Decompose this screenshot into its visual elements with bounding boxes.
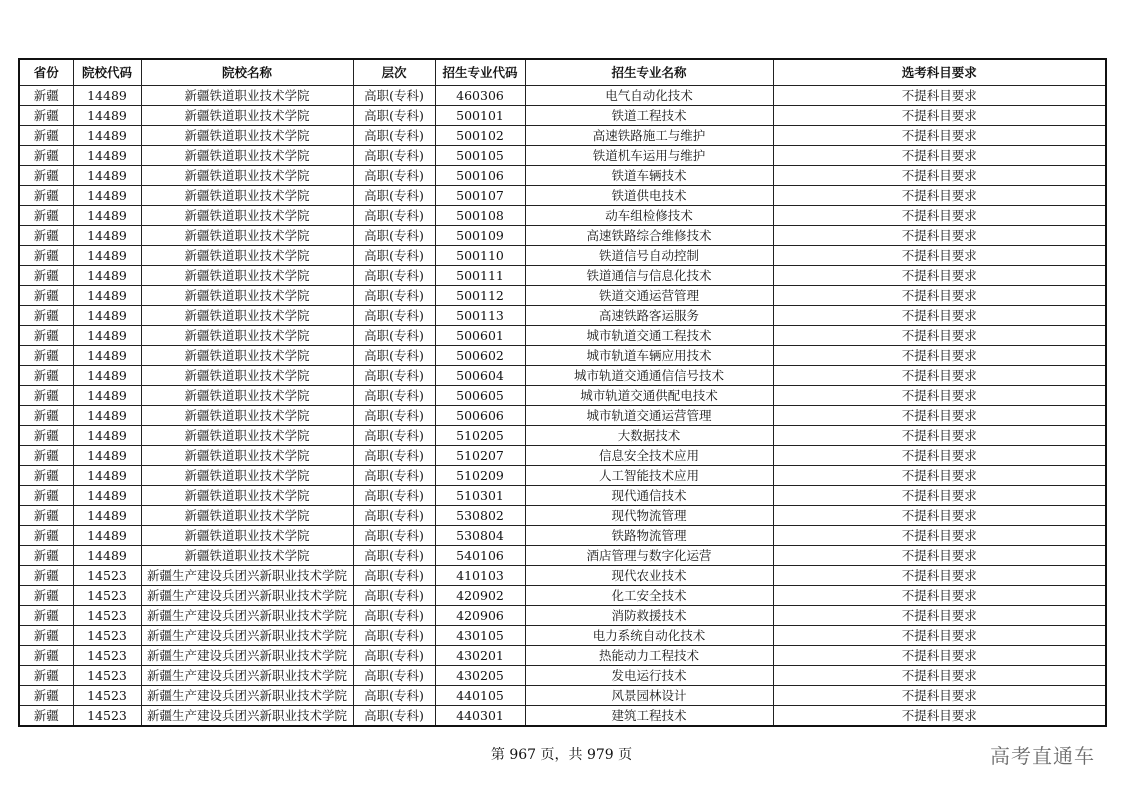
cell-major-name: 建筑工程技术 <box>525 706 773 727</box>
cell-school-code: 14489 <box>73 106 141 126</box>
cell-school-code: 14523 <box>73 706 141 727</box>
cell-major-name: 城市轨道交通供配电技术 <box>525 386 773 406</box>
cell-province: 新疆 <box>19 366 73 386</box>
cell-province: 新疆 <box>19 306 73 326</box>
cell-school-name: 新疆生产建设兵团兴新职业技术学院 <box>141 666 353 686</box>
cell-province: 新疆 <box>19 286 73 306</box>
cell-subject-requirement: 不提科目要求 <box>773 406 1106 426</box>
cell-subject-requirement: 不提科目要求 <box>773 526 1106 546</box>
cell-major-name: 消防救援技术 <box>525 606 773 626</box>
cell-subject-requirement: 不提科目要求 <box>773 186 1106 206</box>
cell-school-code: 14523 <box>73 566 141 586</box>
cell-subject-requirement: 不提科目要求 <box>773 286 1106 306</box>
cell-school-code: 14489 <box>73 126 141 146</box>
cell-major-name: 高速铁路施工与维护 <box>525 126 773 146</box>
cell-school-code: 14523 <box>73 646 141 666</box>
table-row <box>19 126 1106 146</box>
cell-level: 高职(专科) <box>353 506 435 526</box>
cell-major-code: 460306 <box>435 86 525 106</box>
cell-school-code: 14489 <box>73 166 141 186</box>
cell-level: 高职(专科) <box>353 526 435 546</box>
cell-major-code: 440105 <box>435 686 525 706</box>
cell-subject-requirement: 不提科目要求 <box>773 626 1106 646</box>
cell-level: 高职(专科) <box>353 626 435 646</box>
cell-level: 高职(专科) <box>353 566 435 586</box>
cell-major-code: 510301 <box>435 486 525 506</box>
cell-school-code: 14523 <box>73 686 141 706</box>
cell-subject-requirement: 不提科目要求 <box>773 346 1106 366</box>
cell-school-name: 新疆铁道职业技术学院 <box>141 86 353 106</box>
cell-level: 高职(专科) <box>353 206 435 226</box>
cell-school-name: 新疆生产建设兵团兴新职业技术学院 <box>141 706 353 727</box>
table-row <box>19 306 1106 326</box>
cell-level: 高职(专科) <box>353 346 435 366</box>
table-row <box>19 646 1106 666</box>
cell-school-name: 新疆铁道职业技术学院 <box>141 426 353 446</box>
cell-province: 新疆 <box>19 266 73 286</box>
cell-major-name: 高速铁路客运服务 <box>525 306 773 326</box>
table-row <box>19 86 1106 106</box>
cell-school-name: 新疆铁道职业技术学院 <box>141 226 353 246</box>
cell-school-name: 新疆生产建设兵团兴新职业技术学院 <box>141 626 353 646</box>
cell-school-name: 新疆铁道职业技术学院 <box>141 266 353 286</box>
watermark-brand: 高考直通车 <box>990 744 1095 768</box>
cell-level: 高职(专科) <box>353 486 435 506</box>
admissions-table <box>18 58 1107 727</box>
cell-major-name: 铁路物流管理 <box>525 526 773 546</box>
cell-school-name: 新疆铁道职业技术学院 <box>141 546 353 566</box>
cell-subject-requirement: 不提科目要求 <box>773 506 1106 526</box>
cell-school-name: 新疆铁道职业技术学院 <box>141 466 353 486</box>
cell-major-name: 动车组检修技术 <box>525 206 773 226</box>
cell-subject-requirement: 不提科目要求 <box>773 706 1106 727</box>
cell-major-code: 540106 <box>435 546 525 566</box>
cell-school-name: 新疆铁道职业技术学院 <box>141 446 353 466</box>
table-row <box>19 426 1106 446</box>
cell-province: 新疆 <box>19 586 73 606</box>
cell-level: 高职(专科) <box>353 366 435 386</box>
cell-major-name: 人工智能技术应用 <box>525 466 773 486</box>
cell-major-name: 电力系统自动化技术 <box>525 626 773 646</box>
cell-school-code: 14489 <box>73 406 141 426</box>
table-row <box>19 386 1106 406</box>
cell-subject-requirement: 不提科目要求 <box>773 646 1106 666</box>
table-row <box>19 466 1106 486</box>
cell-major-name: 现代物流管理 <box>525 506 773 526</box>
cell-subject-requirement: 不提科目要求 <box>773 386 1106 406</box>
cell-school-code: 14489 <box>73 246 141 266</box>
cell-major-code: 500106 <box>435 166 525 186</box>
cell-province: 新疆 <box>19 346 73 366</box>
cell-major-code: 500108 <box>435 206 525 226</box>
cell-level: 高职(专科) <box>353 406 435 426</box>
cell-subject-requirement: 不提科目要求 <box>773 206 1106 226</box>
cell-level: 高职(专科) <box>353 166 435 186</box>
cell-school-name: 新疆铁道职业技术学院 <box>141 286 353 306</box>
cell-level: 高职(专科) <box>353 466 435 486</box>
cell-school-code: 14523 <box>73 606 141 626</box>
cell-province: 新疆 <box>19 506 73 526</box>
cell-major-code: 500102 <box>435 126 525 146</box>
cell-school-name: 新疆铁道职业技术学院 <box>141 386 353 406</box>
table-row <box>19 166 1106 186</box>
cell-major-code: 530802 <box>435 506 525 526</box>
cell-province: 新疆 <box>19 686 73 706</box>
cell-province: 新疆 <box>19 326 73 346</box>
cell-school-code: 14489 <box>73 446 141 466</box>
cell-major-code: 530804 <box>435 526 525 546</box>
cell-province: 新疆 <box>19 206 73 226</box>
cell-school-code: 14489 <box>73 366 141 386</box>
cell-major-code: 500101 <box>435 106 525 126</box>
cell-province: 新疆 <box>19 186 73 206</box>
cell-school-name: 新疆铁道职业技术学院 <box>141 206 353 226</box>
cell-major-name: 城市轨道交通通信信号技术 <box>525 366 773 386</box>
cell-school-name: 新疆铁道职业技术学院 <box>141 406 353 426</box>
cell-level: 高职(专科) <box>353 226 435 246</box>
cell-school-name: 新疆生产建设兵团兴新职业技术学院 <box>141 606 353 626</box>
cell-level: 高职(专科) <box>353 126 435 146</box>
cell-major-name: 风景园林设计 <box>525 686 773 706</box>
cell-school-code: 14489 <box>73 486 141 506</box>
cell-school-code: 14489 <box>73 306 141 326</box>
cell-level: 高职(专科) <box>353 146 435 166</box>
table-row <box>19 406 1106 426</box>
cell-province: 新疆 <box>19 406 73 426</box>
cell-major-code: 500605 <box>435 386 525 406</box>
cell-subject-requirement: 不提科目要求 <box>773 606 1106 626</box>
cell-level: 高职(专科) <box>353 426 435 446</box>
header-school-name: 院校名称 <box>141 59 353 86</box>
cell-school-code: 14489 <box>73 226 141 246</box>
cell-subject-requirement: 不提科目要求 <box>773 566 1106 586</box>
cell-province: 新疆 <box>19 646 73 666</box>
cell-major-name: 现代通信技术 <box>525 486 773 506</box>
cell-subject-requirement: 不提科目要求 <box>773 246 1106 266</box>
cell-level: 高职(专科) <box>353 546 435 566</box>
table-row <box>19 666 1106 686</box>
cell-subject-requirement: 不提科目要求 <box>773 326 1106 346</box>
cell-subject-requirement: 不提科目要求 <box>773 446 1106 466</box>
cell-major-code: 510205 <box>435 426 525 446</box>
cell-school-name: 新疆铁道职业技术学院 <box>141 526 353 546</box>
cell-major-name: 城市轨道车辆应用技术 <box>525 346 773 366</box>
cell-level: 高职(专科) <box>353 686 435 706</box>
cell-major-name: 热能动力工程技术 <box>525 646 773 666</box>
cell-subject-requirement: 不提科目要求 <box>773 486 1106 506</box>
cell-school-code: 14489 <box>73 426 141 446</box>
cell-school-code: 14489 <box>73 206 141 226</box>
table-body <box>19 86 1106 727</box>
cell-school-code: 14489 <box>73 86 141 106</box>
cell-school-name: 新疆生产建设兵团兴新职业技术学院 <box>141 566 353 586</box>
cell-province: 新疆 <box>19 106 73 126</box>
cell-province: 新疆 <box>19 466 73 486</box>
cell-major-code: 500604 <box>435 366 525 386</box>
cell-subject-requirement: 不提科目要求 <box>773 686 1106 706</box>
cell-province: 新疆 <box>19 386 73 406</box>
cell-level: 高职(专科) <box>353 86 435 106</box>
cell-province: 新疆 <box>19 426 73 446</box>
cell-school-name: 新疆生产建设兵团兴新职业技术学院 <box>141 586 353 606</box>
cell-school-code: 14489 <box>73 186 141 206</box>
cell-major-code: 430205 <box>435 666 525 686</box>
cell-level: 高职(专科) <box>353 446 435 466</box>
table-row <box>19 326 1106 346</box>
table-row <box>19 626 1106 646</box>
cell-subject-requirement: 不提科目要求 <box>773 466 1106 486</box>
cell-level: 高职(专科) <box>353 246 435 266</box>
cell-school-code: 14489 <box>73 146 141 166</box>
table-row <box>19 526 1106 546</box>
table-row <box>19 146 1106 166</box>
cell-school-code: 14489 <box>73 286 141 306</box>
cell-school-name: 新疆铁道职业技术学院 <box>141 346 353 366</box>
cell-major-name: 城市轨道交通工程技术 <box>525 326 773 346</box>
cell-major-code: 500112 <box>435 286 525 306</box>
cell-province: 新疆 <box>19 606 73 626</box>
header-province: 省份 <box>19 59 73 86</box>
cell-major-name: 现代农业技术 <box>525 566 773 586</box>
cell-major-name: 铁道信号自动控制 <box>525 246 773 266</box>
cell-major-name: 城市轨道交通运营管理 <box>525 406 773 426</box>
cell-school-code: 14523 <box>73 666 141 686</box>
cell-school-name: 新疆铁道职业技术学院 <box>141 166 353 186</box>
cell-level: 高职(专科) <box>353 586 435 606</box>
cell-major-name: 高速铁路综合维修技术 <box>525 226 773 246</box>
header-subject-requirement: 选考科目要求 <box>773 59 1106 86</box>
table-row <box>19 486 1106 506</box>
cell-major-name: 电气自动化技术 <box>525 86 773 106</box>
table-row <box>19 366 1106 386</box>
table-row <box>19 186 1106 206</box>
cell-province: 新疆 <box>19 546 73 566</box>
cell-level: 高职(专科) <box>353 306 435 326</box>
cell-major-code: 500105 <box>435 146 525 166</box>
cell-subject-requirement: 不提科目要求 <box>773 266 1106 286</box>
cell-subject-requirement: 不提科目要求 <box>773 86 1106 106</box>
cell-province: 新疆 <box>19 706 73 727</box>
table-row <box>19 106 1106 126</box>
cell-school-code: 14523 <box>73 626 141 646</box>
cell-subject-requirement: 不提科目要求 <box>773 126 1106 146</box>
table-row <box>19 586 1106 606</box>
header-school-code: 院校代码 <box>73 59 141 86</box>
cell-school-name: 新疆铁道职业技术学院 <box>141 306 353 326</box>
cell-major-code: 410103 <box>435 566 525 586</box>
cell-subject-requirement: 不提科目要求 <box>773 426 1106 446</box>
cell-subject-requirement: 不提科目要求 <box>773 366 1106 386</box>
cell-major-code: 500602 <box>435 346 525 366</box>
page-number: 第 967 页，共 979 页 <box>490 747 633 763</box>
table-row <box>19 246 1106 266</box>
cell-major-name: 铁道通信与信息化技术 <box>525 266 773 286</box>
cell-major-name: 酒店管理与数字化运营 <box>525 546 773 566</box>
cell-major-code: 500601 <box>435 326 525 346</box>
cell-major-code: 440301 <box>435 706 525 727</box>
cell-major-name: 铁道供电技术 <box>525 186 773 206</box>
cell-school-code: 14489 <box>73 526 141 546</box>
cell-province: 新疆 <box>19 566 73 586</box>
cell-province: 新疆 <box>19 666 73 686</box>
cell-major-code: 500111 <box>435 266 525 286</box>
cell-school-name: 新疆铁道职业技术学院 <box>141 246 353 266</box>
cell-school-code: 14489 <box>73 466 141 486</box>
cell-school-name: 新疆生产建设兵团兴新职业技术学院 <box>141 686 353 706</box>
cell-province: 新疆 <box>19 486 73 506</box>
cell-province: 新疆 <box>19 626 73 646</box>
table-row <box>19 546 1106 566</box>
cell-province: 新疆 <box>19 86 73 106</box>
cell-school-name: 新疆铁道职业技术学院 <box>141 146 353 166</box>
cell-major-name: 化工安全技术 <box>525 586 773 606</box>
cell-major-code: 420906 <box>435 606 525 626</box>
cell-school-name: 新疆铁道职业技术学院 <box>141 366 353 386</box>
cell-level: 高职(专科) <box>353 266 435 286</box>
cell-subject-requirement: 不提科目要求 <box>773 106 1106 126</box>
table-row <box>19 266 1106 286</box>
cell-level: 高职(专科) <box>353 186 435 206</box>
cell-major-code: 420902 <box>435 586 525 606</box>
cell-province: 新疆 <box>19 246 73 266</box>
cell-school-code: 14489 <box>73 506 141 526</box>
cell-level: 高职(专科) <box>353 106 435 126</box>
cell-province: 新疆 <box>19 166 73 186</box>
table-row <box>19 686 1106 706</box>
table-row <box>19 446 1106 466</box>
cell-major-code: 500110 <box>435 246 525 266</box>
cell-school-code: 14523 <box>73 586 141 606</box>
cell-school-name: 新疆铁道职业技术学院 <box>141 506 353 526</box>
cell-province: 新疆 <box>19 126 73 146</box>
cell-province: 新疆 <box>19 526 73 546</box>
cell-school-name: 新疆铁道职业技术学院 <box>141 326 353 346</box>
cell-subject-requirement: 不提科目要求 <box>773 546 1106 566</box>
cell-major-code: 510207 <box>435 446 525 466</box>
cell-province: 新疆 <box>19 146 73 166</box>
cell-level: 高职(专科) <box>353 646 435 666</box>
cell-major-code: 510209 <box>435 466 525 486</box>
cell-major-code: 500606 <box>435 406 525 426</box>
table-row <box>19 506 1106 526</box>
cell-major-name: 铁道机车运用与维护 <box>525 146 773 166</box>
cell-major-name: 信息安全技术应用 <box>525 446 773 466</box>
cell-province: 新疆 <box>19 226 73 246</box>
cell-level: 高职(专科) <box>353 326 435 346</box>
table-row <box>19 286 1106 306</box>
cell-major-code: 430201 <box>435 646 525 666</box>
cell-level: 高职(专科) <box>353 386 435 406</box>
cell-subject-requirement: 不提科目要求 <box>773 586 1106 606</box>
cell-school-code: 14489 <box>73 346 141 366</box>
table-header-row <box>19 59 1106 86</box>
cell-province: 新疆 <box>19 446 73 466</box>
table-row <box>19 206 1106 226</box>
cell-major-code: 500107 <box>435 186 525 206</box>
table-row <box>19 226 1106 246</box>
cell-subject-requirement: 不提科目要求 <box>773 166 1106 186</box>
cell-level: 高职(专科) <box>353 606 435 626</box>
cell-subject-requirement: 不提科目要求 <box>773 306 1106 326</box>
table-row <box>19 606 1106 626</box>
cell-major-name: 铁道交通运营管理 <box>525 286 773 306</box>
cell-school-name: 新疆铁道职业技术学院 <box>141 486 353 506</box>
cell-school-code: 14489 <box>73 546 141 566</box>
cell-school-name: 新疆铁道职业技术学院 <box>141 186 353 206</box>
table-row <box>19 566 1106 586</box>
cell-school-code: 14489 <box>73 266 141 286</box>
cell-school-name: 新疆生产建设兵团兴新职业技术学院 <box>141 646 353 666</box>
table-row <box>19 706 1106 727</box>
cell-subject-requirement: 不提科目要求 <box>773 146 1106 166</box>
cell-school-name: 新疆铁道职业技术学院 <box>141 106 353 126</box>
cell-major-code: 430105 <box>435 626 525 646</box>
cell-major-name: 发电运行技术 <box>525 666 773 686</box>
cell-major-code: 500113 <box>435 306 525 326</box>
cell-school-code: 14489 <box>73 386 141 406</box>
cell-major-name: 铁道车辆技术 <box>525 166 773 186</box>
cell-major-code: 500109 <box>435 226 525 246</box>
header-major-code: 招生专业代码 <box>435 59 525 86</box>
header-major-name: 招生专业名称 <box>525 59 773 86</box>
cell-school-name: 新疆铁道职业技术学院 <box>141 126 353 146</box>
cell-subject-requirement: 不提科目要求 <box>773 666 1106 686</box>
cell-major-name: 铁道工程技术 <box>525 106 773 126</box>
cell-level: 高职(专科) <box>353 286 435 306</box>
cell-school-code: 14489 <box>73 326 141 346</box>
table-row <box>19 346 1106 366</box>
header-level: 层次 <box>353 59 435 86</box>
cell-level: 高职(专科) <box>353 666 435 686</box>
cell-level: 高职(专科) <box>353 706 435 727</box>
cell-subject-requirement: 不提科目要求 <box>773 226 1106 246</box>
cell-major-name: 大数据技术 <box>525 426 773 446</box>
